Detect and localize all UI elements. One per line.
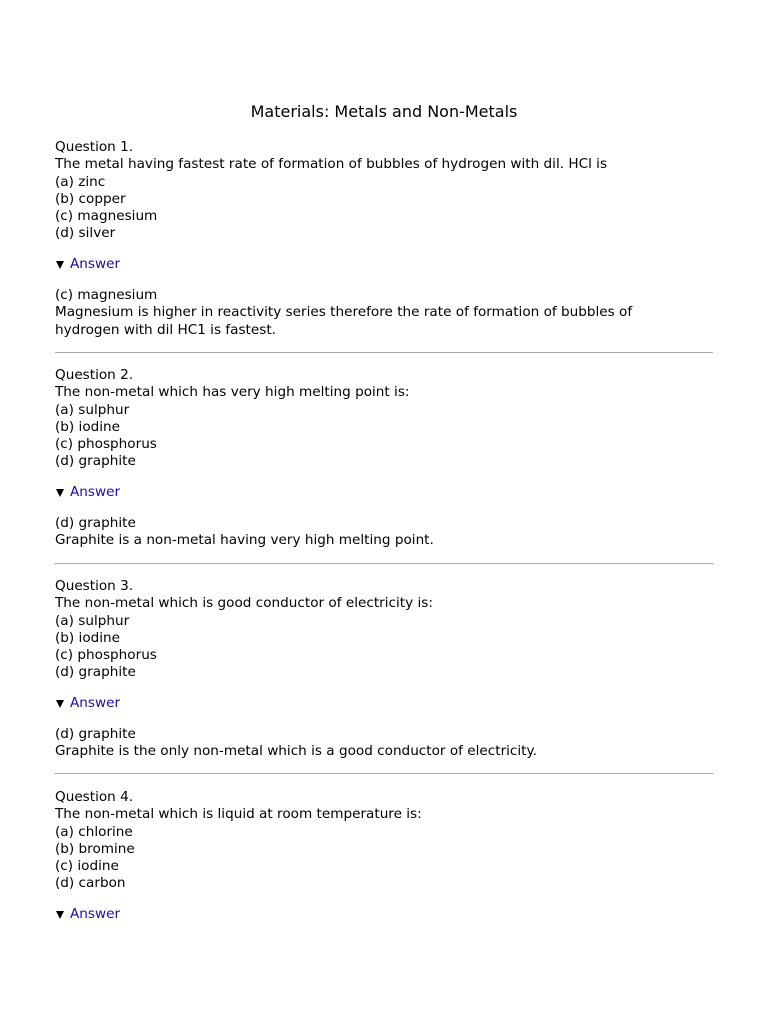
question-number: Question 1. (55, 139, 134, 155)
explanation-line: Graphite is a non-metal having very high melting point. (55, 532, 434, 549)
answer-toggle-3[interactable] (55, 695, 715, 712)
option-b: (b) bromine (55, 840, 135, 857)
answer-link[interactable]: Answer (70, 694, 121, 711)
answer-link[interactable]: Answer (70, 483, 121, 500)
option-c: (c) phosphorus (55, 647, 157, 664)
option-a: (a) zinc (55, 173, 106, 190)
answer-text: (c) magnesium (55, 287, 158, 303)
question-4 (55, 789, 715, 893)
page-title: Materials: Metals and Non-Metals (250, 102, 518, 121)
option-d: (d) silver (55, 225, 116, 242)
answer-3 (55, 726, 715, 761)
question-3 (55, 578, 715, 682)
explanation-line: Graphite is the only non-metal which is a good conductor of electricity. (55, 743, 537, 760)
question-number: Question 4. (55, 789, 134, 805)
option-a: (a) sulphur (55, 401, 130, 418)
answer-text: (d) graphite (55, 726, 136, 742)
triangle-down-icon (56, 489, 64, 497)
option-a: (a) sulphur (55, 612, 130, 629)
option-a: (a) chlorine (55, 823, 133, 840)
answer-toggle-1[interactable] (55, 256, 715, 273)
option-d: (d) carbon (55, 875, 126, 892)
question-number: Question 3. (55, 578, 134, 594)
question-text: The non-metal which is good conductor of electricity is: (55, 595, 433, 612)
option-d: (d) graphite (55, 453, 136, 470)
question-1 (55, 139, 715, 243)
question-text: The non-metal which has very high melting point is: (55, 384, 410, 401)
divider (55, 563, 713, 564)
option-b: (b) iodine (55, 418, 121, 435)
triangle-down-icon (56, 911, 64, 919)
question-text: The metal having fastest rate of formation of bubbles of hydrogen with dil. HCl is (55, 156, 608, 173)
question-number: Question 2. (55, 367, 134, 383)
answer-1 (55, 287, 715, 339)
answer-toggle-2[interactable] (55, 484, 715, 501)
option-c: (c) magnesium (55, 208, 158, 225)
option-c: (c) iodine (55, 858, 119, 875)
answer-link[interactable]: Answer (70, 255, 121, 272)
triangle-down-icon (56, 700, 64, 708)
answer-text: (d) graphite (55, 515, 136, 531)
divider (55, 773, 713, 774)
explanation-line: Magnesium is higher in reactivity series therefore the rate of formation of bubbles of (55, 304, 633, 321)
question-text: The non-metal which is liquid at room temperature is: (55, 806, 422, 823)
option-b: (b) iodine (55, 629, 121, 646)
triangle-down-icon (56, 261, 64, 269)
option-d: (d) graphite (55, 664, 136, 681)
explanation-line: hydrogen with dil HC1 is fastest. (55, 321, 276, 338)
divider (55, 352, 713, 353)
question-2 (55, 367, 715, 471)
answer-link[interactable]: Answer (70, 905, 121, 922)
answer-2 (55, 515, 715, 550)
answer-toggle-4[interactable] (55, 906, 715, 923)
option-b: (b) copper (55, 190, 126, 207)
option-c: (c) phosphorus (55, 436, 157, 453)
